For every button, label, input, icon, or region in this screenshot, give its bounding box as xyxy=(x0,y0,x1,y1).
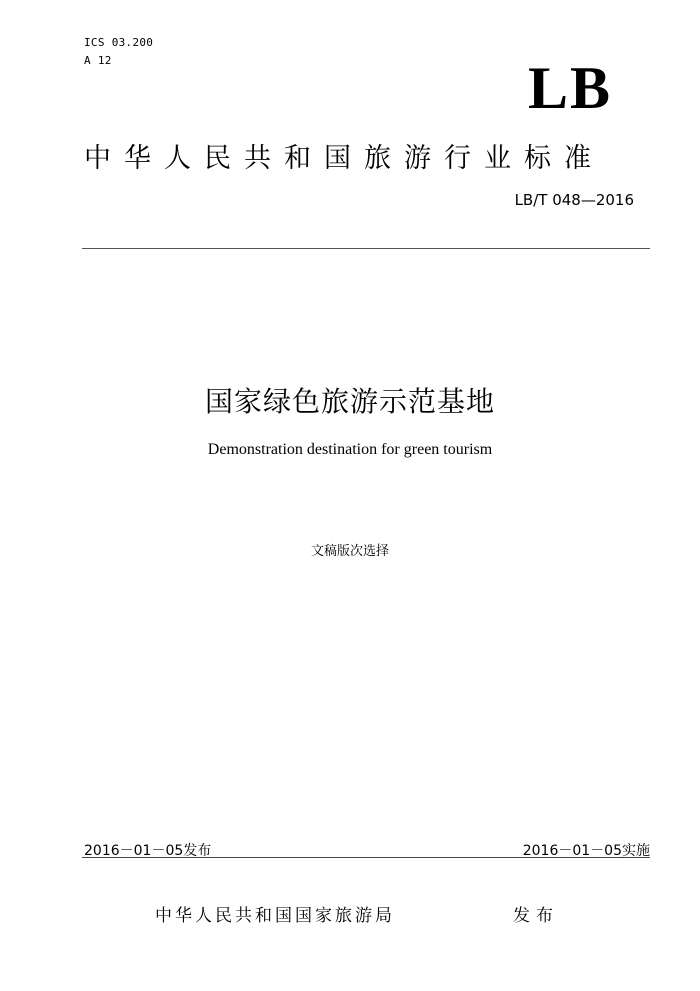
classification-code: A 12 xyxy=(84,54,112,67)
document-title-en: Demonstration destination for green tourism xyxy=(207,441,493,458)
lb-logo: LB xyxy=(527,55,612,121)
implement-date: 2016－01－05实施 xyxy=(522,843,650,859)
ics-code: ICS 03.200 xyxy=(84,36,154,49)
draft-version-label: 文稿版次选择 xyxy=(310,544,389,559)
publish-date: 2016－01－05发布 xyxy=(84,843,212,859)
standard-number: LB/T 048—2016 xyxy=(514,191,634,209)
document-title-cn: 国家绿色旅游示范基地 xyxy=(204,385,495,418)
issuer-name: 中华人民共和国国家旅游局 xyxy=(155,906,395,926)
top-divider xyxy=(82,248,650,249)
bottom-divider xyxy=(82,857,650,858)
standard-name-cn: 中华人民共和国旅游行业标准 xyxy=(84,143,604,174)
issue-label: 发布 xyxy=(513,906,559,926)
